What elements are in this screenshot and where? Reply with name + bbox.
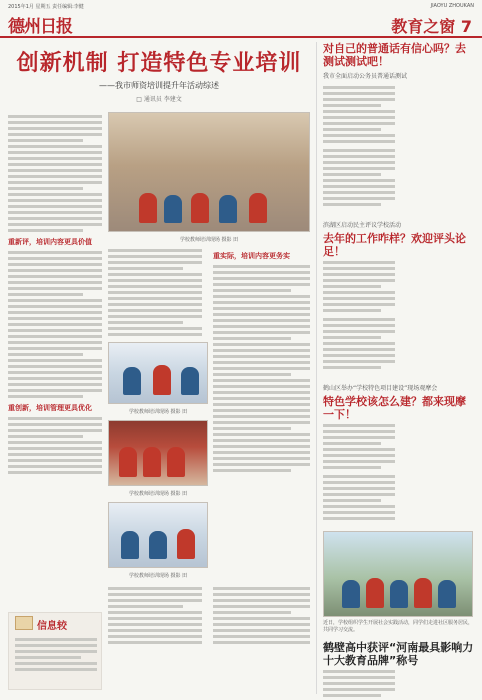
right-news-column <box>316 42 474 694</box>
subheading-1: 重新评，培训内容更具价值 <box>8 238 92 246</box>
subheading-2: 重创新，培训管理更具优化 <box>8 404 92 412</box>
info-box <box>8 612 102 690</box>
main-article <box>8 42 310 694</box>
news-subtitle-1: 我市全面启动公务员普通话测试 <box>323 73 408 80</box>
article-byline: □ 通讯员 李建文 <box>136 96 182 103</box>
news-title-2: 去年的工作咋样？欢迎评头论足！ <box>323 232 466 258</box>
text-column-3 <box>213 246 310 475</box>
text-column-4 <box>108 584 202 647</box>
training-photo-3 <box>108 420 208 486</box>
article-subheadline: ——我市师资培训提升年活动综述 <box>99 81 219 90</box>
news-title-1: 对自己的普通话有信心吗？去测试测试吧！ <box>323 42 466 68</box>
news-title-4: 鹤壁高中获评“河南最具影响力十大教育品牌”称号 <box>323 641 474 667</box>
edition-label: JIAOYU ZHOUKAN <box>430 3 474 9</box>
news-title-3: 特色学校该怎么建？都来现摩一下！ <box>323 395 466 421</box>
subheading-3: 重实际，培训内容更务实 <box>213 252 290 260</box>
article-headline: 创新机制 打造特色专业培训 <box>16 51 302 76</box>
news-subtitle-2: 滨湖区启动民主评议学校活动 <box>323 222 402 229</box>
photo-caption-3: 学校教师培训现场 摄影 田 <box>128 491 188 497</box>
news-subtitle-3: 鹤山区举办“学校特色项目建设”现场观摩会 <box>323 385 438 392</box>
newspaper-logo: 德州日报 <box>8 17 72 37</box>
school-photo-right <box>323 531 473 617</box>
book-icon <box>15 616 33 630</box>
photo-caption-4: 学校教师培训现场 摄影 田 <box>128 573 188 579</box>
section-title: 教育之窗 7 <box>391 17 472 36</box>
text-column-1 <box>8 112 102 477</box>
text-column-2 <box>108 246 202 339</box>
photo-caption-right: 近日，学校组织学生开展社会实践活动，同学们走进社区服务居民，共同学习交流。 <box>323 620 474 633</box>
photo-caption-2: 学校教师培训现场 摄影 田 <box>128 409 188 415</box>
masthead <box>0 0 482 38</box>
training-photo-2 <box>108 342 208 404</box>
text-column-5 <box>213 584 310 647</box>
training-photo-4 <box>108 502 208 568</box>
photo-caption-1: 学校教师培训现场 摄影 田 <box>179 237 239 243</box>
info-title: 信息较 <box>37 621 67 632</box>
training-photo-1 <box>108 112 310 232</box>
issue-date: 2015年1月 星期五 责任编辑:李健 <box>8 4 84 10</box>
